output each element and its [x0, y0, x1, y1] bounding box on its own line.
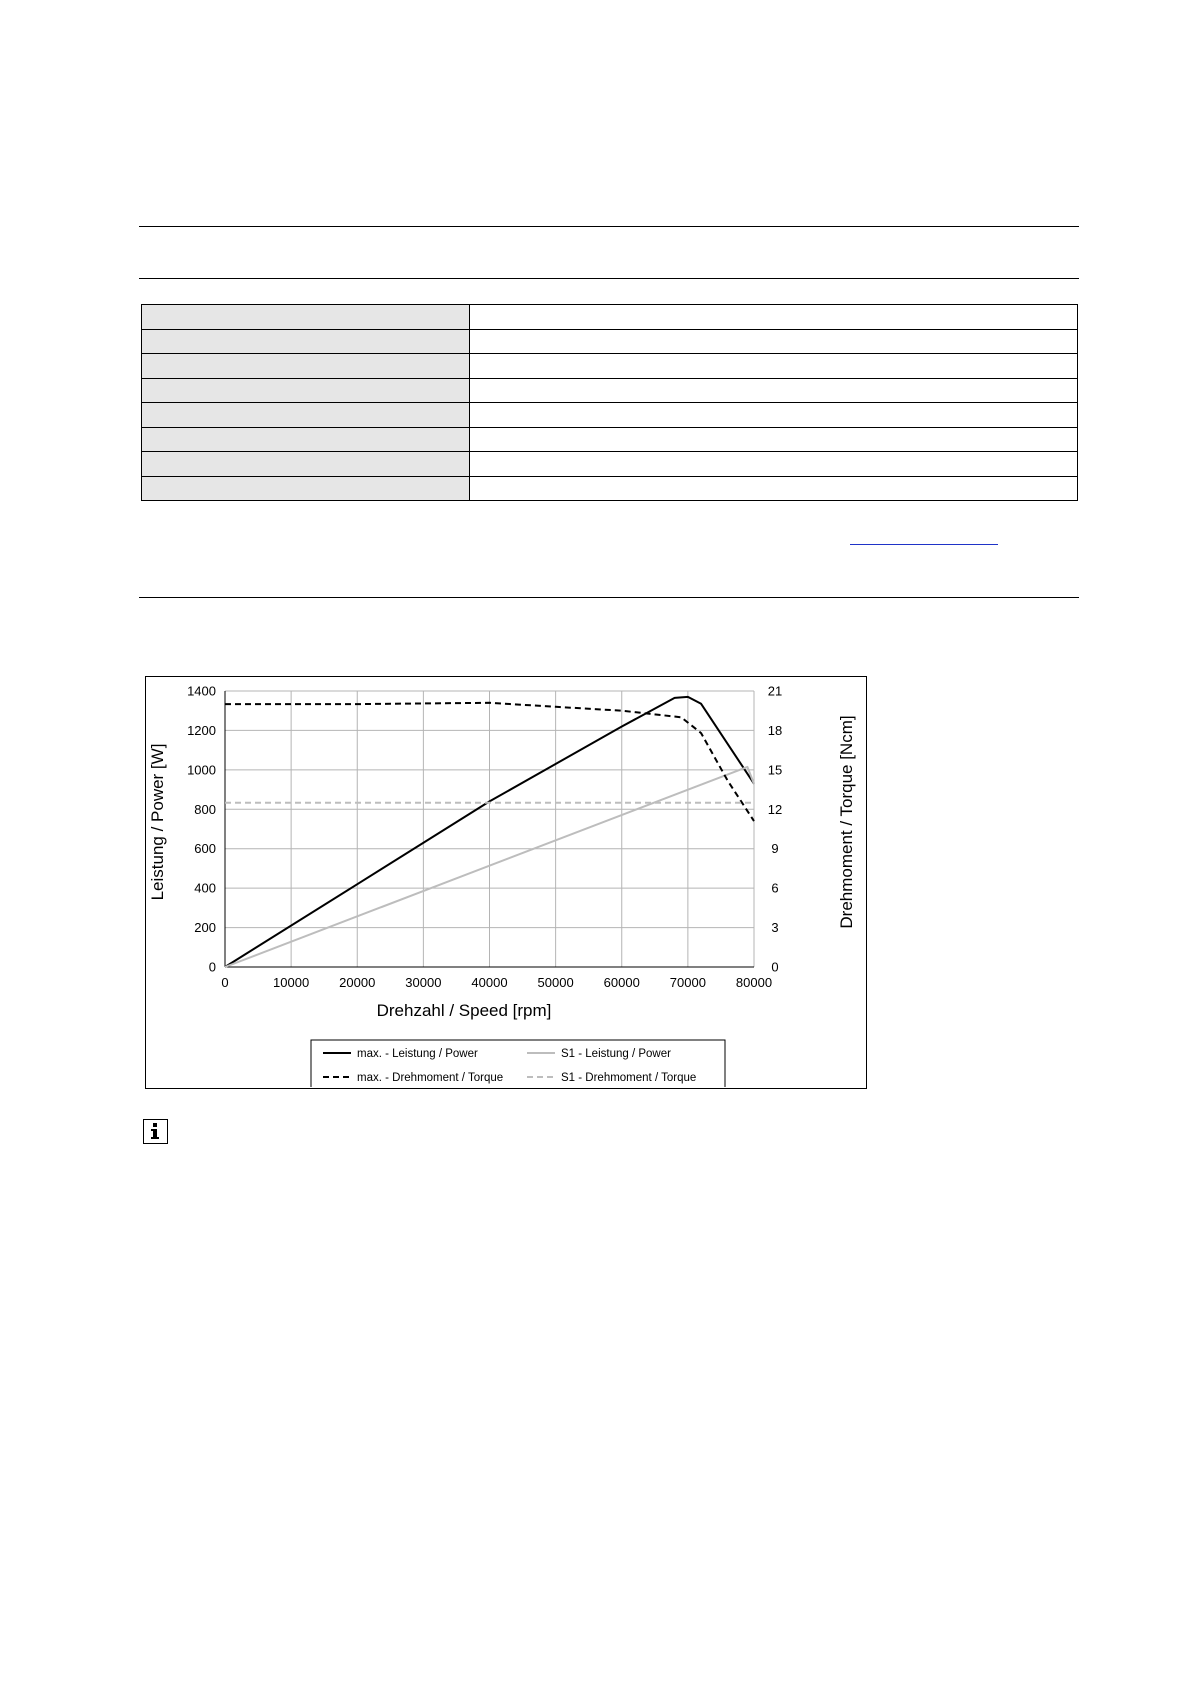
- spec-row: [142, 354, 1078, 379]
- x-tick-label: 30000: [405, 975, 442, 990]
- x-tick-label: 60000: [603, 975, 640, 990]
- x-tick-label: 40000: [471, 975, 508, 990]
- top-rule: [139, 226, 1079, 227]
- spec-value: [470, 452, 1078, 477]
- x-tick-label: 0: [221, 975, 229, 990]
- y2-tick-label: 12: [767, 801, 783, 817]
- spec-key: [142, 427, 470, 452]
- spec-row: [142, 329, 1078, 354]
- spec-value: [470, 305, 1078, 330]
- spec-value: [470, 329, 1078, 354]
- legend-label: max. - Drehmoment / Torque: [357, 1072, 504, 1084]
- chart-frame: [145, 676, 867, 1089]
- spec-key: [142, 476, 470, 501]
- spec-key: [142, 452, 470, 477]
- chart-legend: [311, 1040, 725, 1087]
- y2-tick-label: 6: [771, 880, 779, 896]
- y-tick-label: 0: [208, 959, 216, 975]
- y2-tick-label: 15: [767, 762, 783, 778]
- spec-value: [470, 427, 1078, 452]
- spec-value: [470, 476, 1078, 501]
- y2-tick-label: 0: [771, 959, 779, 975]
- y-tick-label: 200: [194, 920, 216, 936]
- legend-label: S1 - Drehmoment / Torque: [561, 1072, 697, 1084]
- x-tick-label: 50000: [537, 975, 574, 990]
- y2-tick-label: 21: [767, 683, 783, 699]
- spec-row: [142, 427, 1078, 452]
- spec-value: [470, 378, 1078, 403]
- y-tick-label: 1000: [187, 762, 216, 778]
- y2-tick-label: 9: [771, 841, 779, 857]
- spec-key: [142, 403, 470, 428]
- spec-key: [142, 378, 470, 403]
- y2-axis-label: Drehmoment / Torque [Ncm]: [837, 715, 856, 929]
- x-axis-label: Drehzahl / Speed [rpm]: [376, 1001, 552, 1020]
- legend-label: max. - Leistung / Power: [357, 1048, 478, 1060]
- y-tick-label: 1200: [187, 722, 216, 738]
- spec-value: [470, 403, 1078, 428]
- spec-row: [142, 305, 1078, 330]
- spec-row: [142, 476, 1078, 501]
- link-underline[interactable]: [850, 544, 998, 545]
- x-tick-label: 20000: [339, 975, 376, 990]
- spec-key: [142, 354, 470, 379]
- y-tick-label: 800: [194, 801, 216, 817]
- spec-row: [142, 378, 1078, 403]
- y2-tick-label: 3: [771, 920, 779, 936]
- x-tick-label: 80000: [735, 975, 773, 990]
- x-tick-label: 10000: [273, 975, 310, 990]
- spec-key: [142, 329, 470, 354]
- spec-value: [470, 354, 1078, 379]
- y-axis-label: Leistung / Power [W]: [148, 743, 167, 901]
- spec-key: [142, 305, 470, 330]
- section-rule-1: [139, 278, 1079, 279]
- spec-row: [142, 452, 1078, 477]
- legend-label: S1 - Leistung / Power: [561, 1048, 671, 1060]
- y-tick-label: 400: [194, 880, 216, 896]
- spec-row: [142, 403, 1078, 428]
- section-rule-2: [139, 597, 1079, 598]
- info-icon: [143, 1119, 168, 1144]
- spec-table: [141, 304, 1078, 501]
- y-tick-label: 600: [194, 841, 216, 857]
- x-tick-label: 70000: [669, 975, 706, 990]
- power-torque-chart: [146, 677, 865, 1087]
- y-tick-label: 1400: [187, 683, 216, 699]
- y2-tick-label: 18: [767, 722, 783, 738]
